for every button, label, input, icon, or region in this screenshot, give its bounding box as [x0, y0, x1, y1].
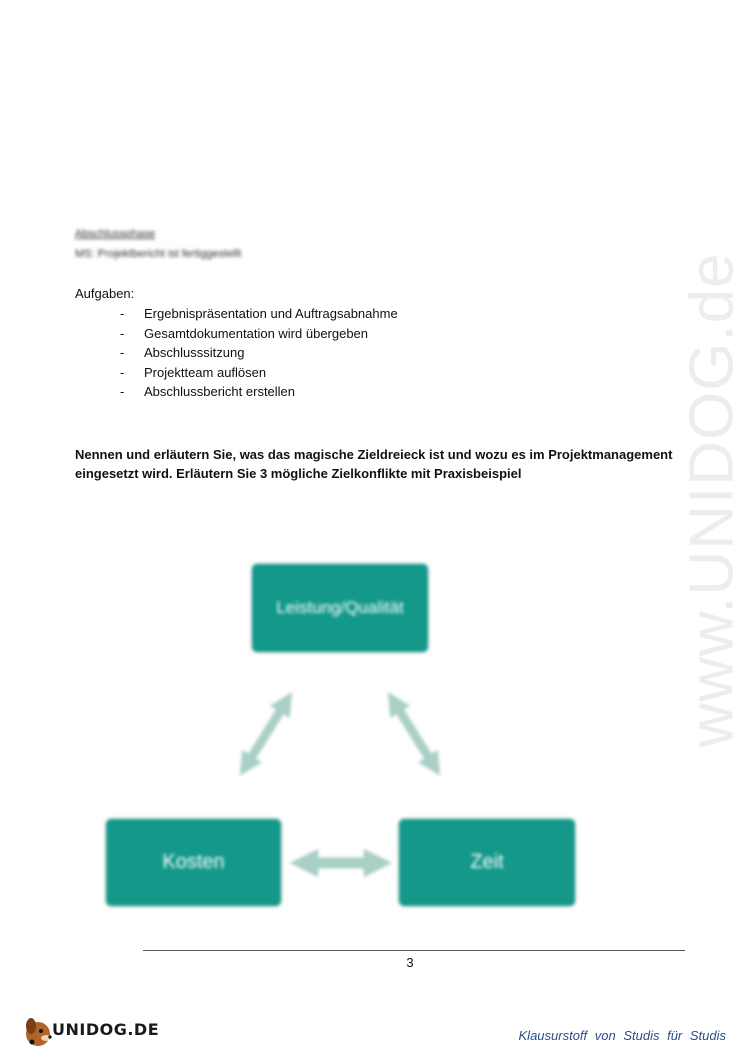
- watermark: www.UNIDOG.de: [677, 252, 747, 748]
- magic-triangle-diagram: [0, 530, 750, 940]
- phase-title: Abschlussphase: [75, 228, 156, 240]
- goal-box-quality: Leistung/Qualität: [252, 564, 428, 652]
- page-number: 3: [406, 955, 414, 970]
- list-item: - Projektteam auflösen: [120, 364, 267, 380]
- list-item: - Abschlussbericht erstellen: [120, 384, 296, 399]
- task-text: Abschlusssitzung: [144, 345, 245, 360]
- list-item: - Gesamtdokumentation wird übergeben: [120, 325, 369, 341]
- footer-divider: [143, 950, 685, 951]
- task-text: Projektteam auflösen: [144, 364, 267, 380]
- logo-text: UNIDOG.DE: [52, 1020, 160, 1039]
- arrow-right-top: [394, 702, 434, 766]
- arrow-left-top: [246, 702, 286, 766]
- list-item: - Abschlusssitzung: [120, 345, 245, 360]
- task-text: Gesamtdokumentation wird übergeben: [144, 325, 369, 341]
- goal-box-costs: Kosten: [106, 819, 281, 906]
- task-text: Abschlussbericht erstellen: [144, 384, 296, 399]
- phase-milestone: MS: Projektbericht ist fertiggestellt: [75, 248, 242, 260]
- footer-slogan: Klausurstoff von Studis für Studis: [518, 1028, 726, 1043]
- exam-question: Nennen und erläutern Sie, was das magische Zieldreieck ist und wozu es im Projektmanagement eingesetzt wird. Erläutern Sie 3 mögliche Zielkonflikte mit Praxisbeispiel: [75, 447, 673, 481]
- task-text: Ergebnispräsentation und Auftragsabnahme: [144, 306, 398, 321]
- task-list: [120, 304, 398, 402]
- goal-box-time: Zeit: [399, 819, 575, 906]
- list-item: - Ergebnispräsentation und Auftragsabnahme: [120, 306, 398, 321]
- tasks-label: Aufgaben:: [75, 286, 135, 301]
